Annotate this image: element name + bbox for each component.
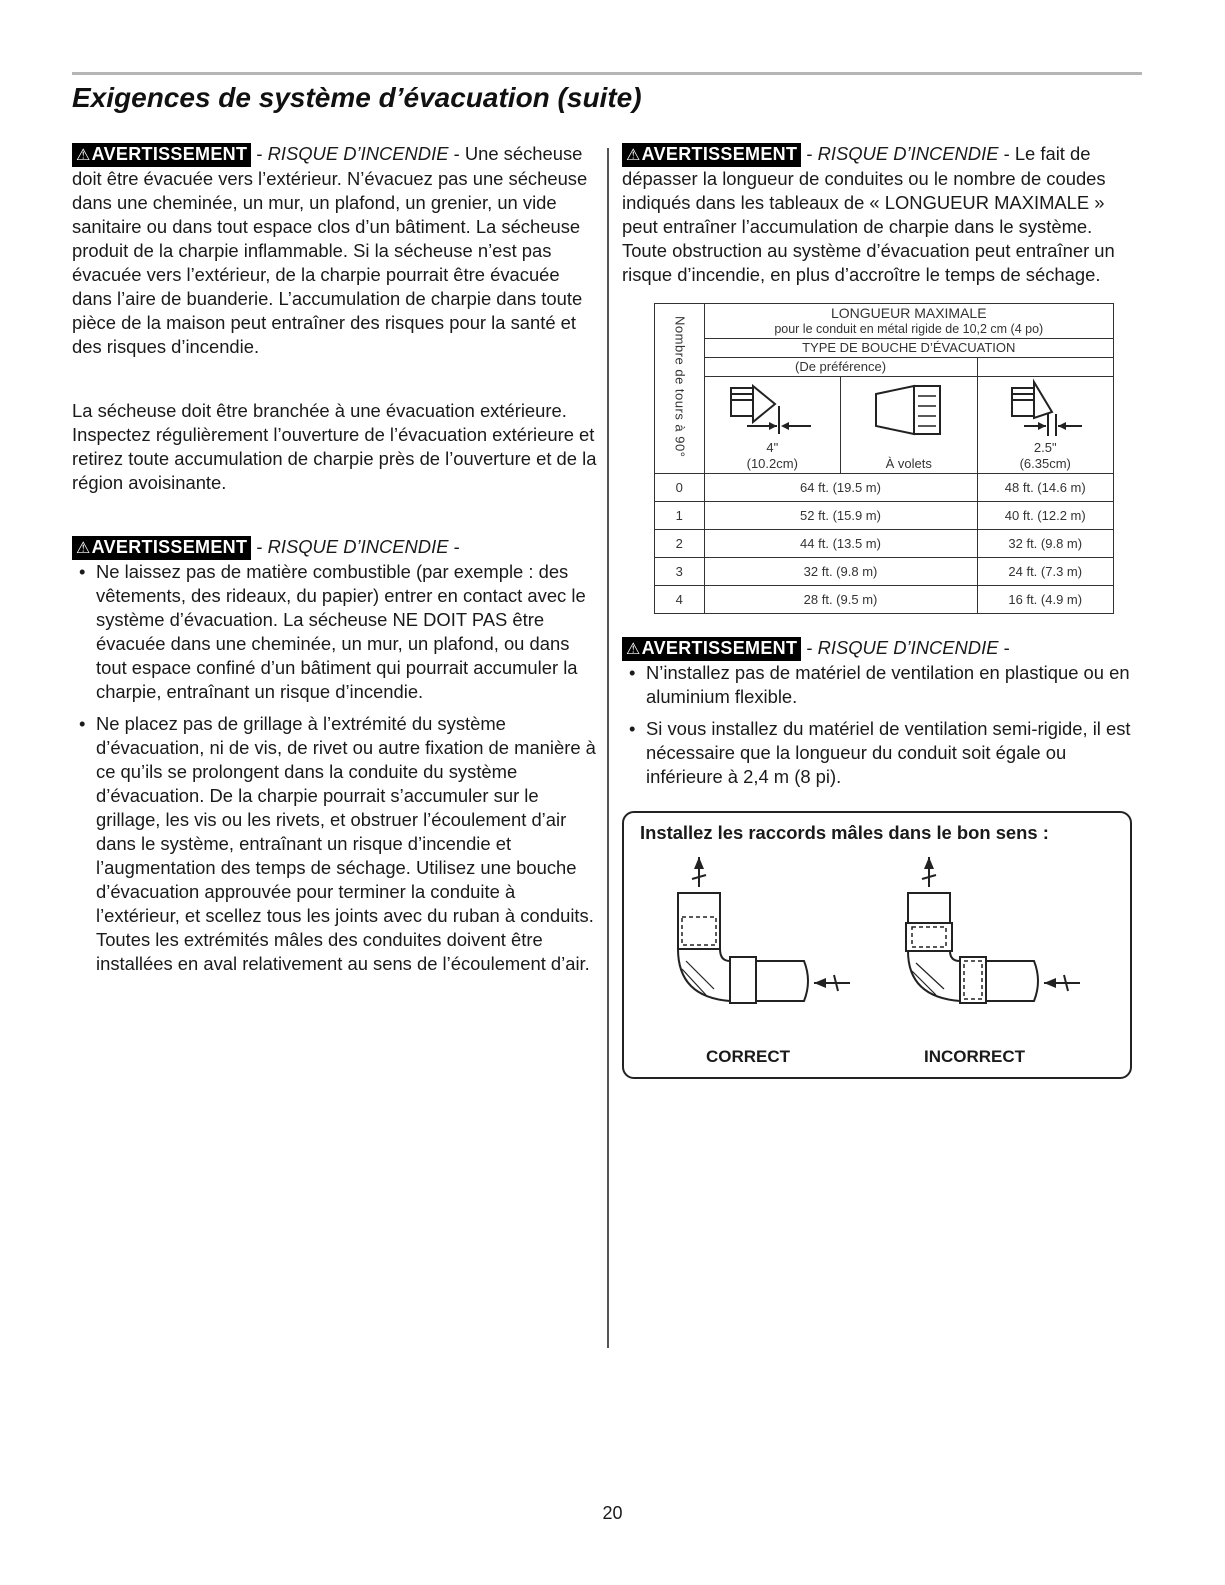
page-number: 20 <box>602 1503 623 1523</box>
risk-label: RISQUE D’INCENDIE <box>267 143 449 164</box>
max-length-table <box>654 303 1114 614</box>
warning-badge: ⚠AVERTISSEMENT <box>72 536 251 560</box>
table-row: 2 44 ft. (13.5 m) 32 ft. (9.8 m) <box>655 530 1114 558</box>
hood-2-5in-icon <box>990 378 1100 440</box>
bullet-item: • Ne placez pas de grillage à l’extrémité du système d’évacuation, ni de vis, de rivet ou autre fixation de manière à ce qu’ils se prolongent dans la conduite du système d’évacuation. De la charpie pourrait s’accumuler sur le grillage, les vis ou les rivets, et obstruer l’écoulement d’air dans le système, entraînant un risque d’incendie et l’augmentation des temps de séchage. Utilisez une bouche d’évacuation approuvée pour terminer la conduite à l’extérieur, et scellez tous les joints avec du ruban à conduits. Toutes les extrémités mâles des conduites doivent être installées en aval relativement au sens de l’écoulement d’air. <box>72 712 597 976</box>
bullet-item: • Ne laissez pas de matière combustible (par exemple : des vêtements, des rideaux, du papier) entrer en contact avec le système d’évacuation. La sécheuse NE DOIT PAS être évacuée dans une cheminée, un mur, un plafond, ou dans tout espace confiné d’un bâtiment qui pourrait accumuler la charpie, entraînant un risque d’incendie. <box>72 560 597 704</box>
hood-4in-icon <box>717 378 827 440</box>
warning-triangle-icon: ⚠ <box>626 641 641 658</box>
duct-elbow-correct-illustration <box>654 857 854 1017</box>
warning-triangle-icon: ⚠ <box>626 147 641 164</box>
exhaust-paragraph: La sécheuse doit être branchée à une évacuation extérieure. Inspectez régulièrement l’ouverture de l’évacuation extérieure et retirez toute accumulation de charpie près de l’ouverture et de la région avoisinante. <box>72 400 597 493</box>
warning-badge: ⚠AVERTISSEMENT <box>622 637 801 661</box>
louvered-hood-cell: À volets <box>841 377 977 474</box>
bullet-item: • Si vous installez du matériel de ventilation semi-rigide, il est nécessaire que la longueur du conduit soit égale ou inférieure à 2,4 m (8 pi). <box>622 717 1132 789</box>
elbows-header: Nombre de tours à 90° <box>655 304 705 474</box>
table-row: 4 28 ft. (9.5 m) 16 ft. (4.9 m) <box>655 586 1114 614</box>
male-fittings-callout <box>622 811 1132 1079</box>
table-title: LONGUEUR MAXIMALE pour le conduit en métal rigide de 10,2 cm (4 po) <box>704 304 1113 339</box>
warning-bullets <box>72 560 597 976</box>
warning-triangle-icon: ⚠ <box>76 147 91 164</box>
duct-elbow-incorrect-illustration <box>884 857 1084 1017</box>
fire-warning-1: ⚠AVERTISSEMENT - RISQUE D’INCENDIE - Une sécheuse doit être évacuée vers l’extérieur. N’évacuez pas une sécheuse dans une cheminée, un mur, un plafond, un grenier, un vide sanitaire ou dans tout espace clos d’un bâtiment. La sécheuse produit de la charpie inflammable. Si la sécheuse n’est pas évacuée vers l’extérieur, de la charpie pourrait être évacuée dans l’aire de buanderie. L’accumulation de charpie dans toute pièce de la maison peut entraîner des risques pour la santé et des risques d’incendie. <box>72 143 588 357</box>
incorrect-label: INCORRECT <box>924 1047 1026 1066</box>
warning-triangle-icon: ⚠ <box>76 540 91 557</box>
blank-cell <box>977 358 1114 377</box>
warning-badge: ⚠AVERTISSEMENT <box>622 143 801 167</box>
preferred-label: (De préférence) <box>704 358 977 377</box>
table-row: 3 32 ft. (9.8 m) 24 ft. (7.3 m) <box>655 558 1114 586</box>
table-row: 0 64 ft. (19.5 m) 48 ft. (14.6 m) <box>655 474 1114 502</box>
risk-label: RISQUE D’INCENDIE <box>817 637 999 658</box>
warning-text: Une sécheuse doit être évacuée vers l’extérieur. N’évacuez pas une sécheuse dans une cheminée, un mur, un plafond, un grenier, un vide sanitaire ou dans tout espace clos d’un bâtiment. La sécheuse produit de la charpie inflammable. Si la sécheuse n’est pas évacuée vers l’extérieur, de la charpie pourrait être évacuée dans l’aire de buanderie. L’accumulation de charpie dans toute pièce de la maison peut entraîner des risques pour la santé et des risques d’incendie. <box>72 143 588 357</box>
right-column <box>622 142 1132 1079</box>
left-column <box>72 142 597 984</box>
hood-2-5in-cell: 2.5" (6.35cm) <box>977 377 1114 474</box>
bullet-item: • N’installez pas de matériel de ventilation en plastique ou en aluminium flexible. <box>622 661 1132 709</box>
column-divider <box>607 148 609 1348</box>
top-rule <box>72 72 1142 75</box>
fire-warning-3: ⚠AVERTISSEMENT - RISQUE D’INCENDIE - Le fait de dépasser la longueur de conduites ou le nombre de coudes indiqués dans les tableaux de « LONGUEUR MAXIMALE » peut entraîner l’accumulation de charpie dans le système. Toute obstruction au système d’évacuation peut entraîner un risque d’incendie, en plus d’accroître le temps de séchage. <box>622 143 1115 285</box>
warning-bullets <box>622 661 1132 789</box>
table-row: 1 52 ft. (15.9 m) 40 ft. (12.2 m) <box>655 502 1114 530</box>
page-title: Exigences de système d’évacuation (suite) <box>72 82 642 113</box>
fire-warning-4: ⚠AVERTISSEMENT - RISQUE D’INCENDIE - <box>622 636 1132 661</box>
fire-warning-2: ⚠AVERTISSEMENT - RISQUE D’INCENDIE - <box>72 535 597 560</box>
warning-text: Le fait de dépasser la longueur de conduites ou le nombre de coudes indiqués dans les tableaux de « LONGUEUR MAXIMALE » peut entraîner l’accumulation de charpie dans le système. Toute obstruction au système d’évacuation peut entraîner un risque d’incendie, en plus d’accroître le temps de séchage. <box>622 143 1115 285</box>
hood-type-header: TYPE DE BOUCHE D’ÉVACUATION <box>704 339 1113 358</box>
callout-title: Installez les raccords mâles dans le bon sens : <box>640 822 1049 843</box>
warning-badge: ⚠AVERTISSEMENT <box>72 143 251 167</box>
risk-label: RISQUE D’INCENDIE <box>267 536 449 557</box>
louvered-hood-icon <box>864 380 954 440</box>
risk-label: RISQUE D’INCENDIE <box>817 143 999 164</box>
hood-4in-cell: 4" (10.2cm) <box>704 377 840 474</box>
correct-label: CORRECT <box>706 1047 791 1066</box>
